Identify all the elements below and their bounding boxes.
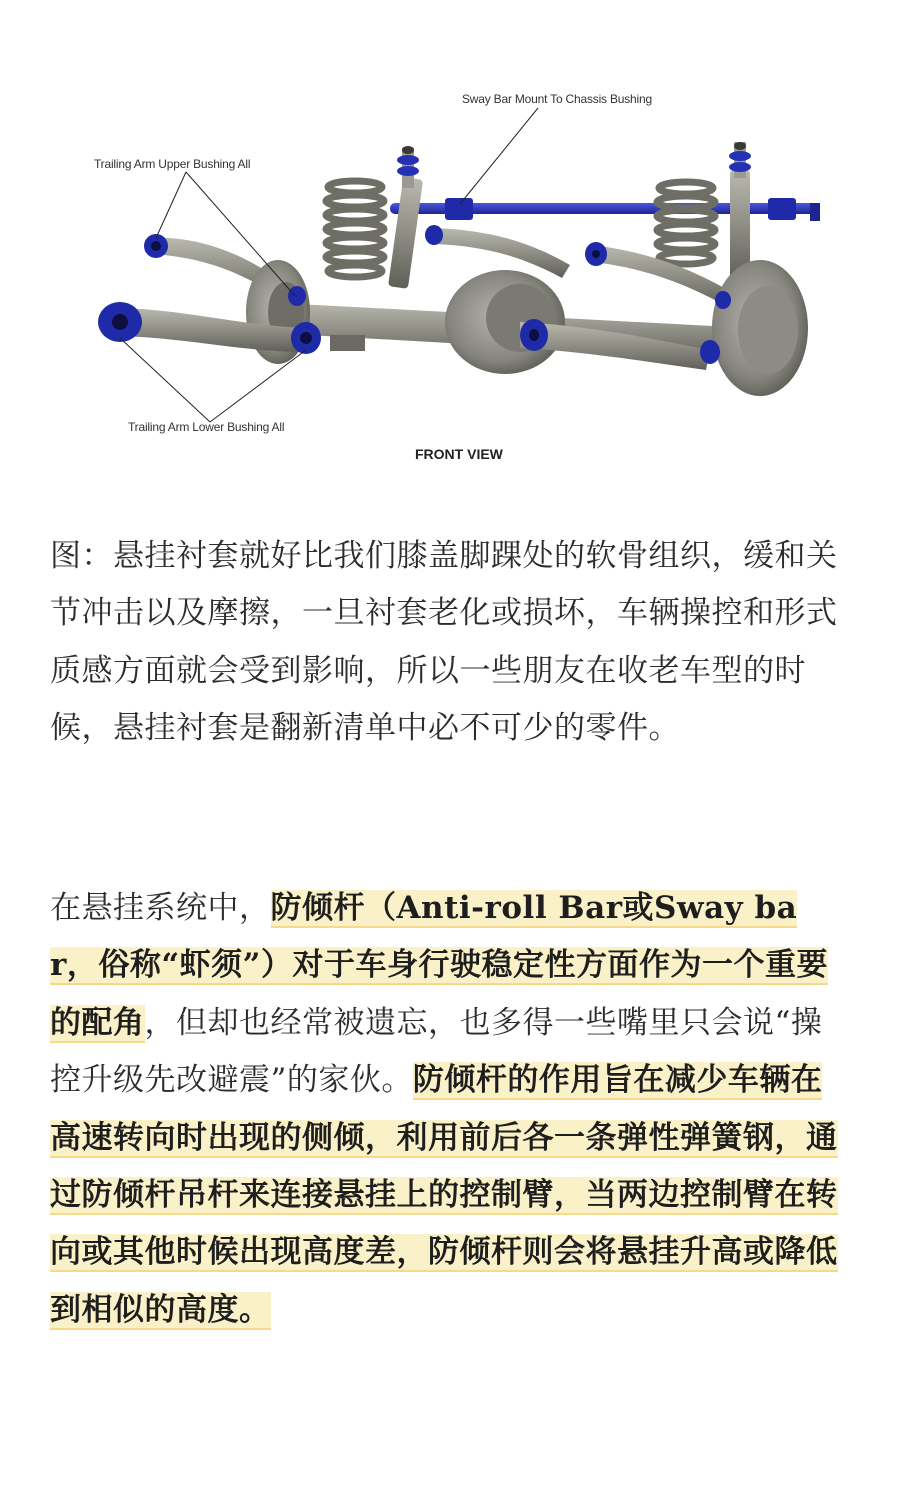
figure-caption: 图：悬挂衬套就好比我们膝盖脚踝处的软骨组织，缓和关节冲击以及摩擦，一旦衬套老化或损坏，车辆操控和形式质感方面就会受到影响，所以一些朋友在收老车型的时候，悬挂衬套是翻新清单中必不可少的零件。	[50, 538, 838, 747]
upper-trailing-arms	[148, 228, 738, 308]
trailing-arm-lower-label: Trailing Arm Lower Bushing All	[128, 420, 285, 434]
body-middle: ，但却也经常被遗忘，也多得一些嘴里只会说“操控升级先改避震”的家伙。	[50, 1004, 823, 1099]
leader-lines	[120, 108, 538, 422]
body-paragraph	[50, 880, 840, 1339]
sway-bar-mount-label: Sway Bar Mount To Chassis Bushing	[462, 92, 652, 106]
left-coil-spring	[326, 181, 384, 277]
right-coil-spring	[657, 182, 715, 264]
body-intro: 在悬挂系统中，	[50, 890, 271, 926]
right-wheel-hub	[712, 260, 808, 396]
trailing-arm-upper-label: Trailing Arm Upper Bushing All	[94, 157, 251, 171]
suspension-illustration	[50, 60, 850, 480]
right-shock-absorber	[729, 142, 751, 280]
highlight-sway-bar-role: 防倾杆（Anti-roll Bar或Sway bar，俗称“虾须”）对于车身行驶稳定性方面作为一个重要的配角	[50, 890, 828, 1041]
suspension-diagram	[50, 60, 850, 480]
sway-bar	[390, 198, 820, 221]
front-view-label: FRONT VIEW	[415, 446, 503, 462]
left-shock-absorber	[388, 146, 423, 289]
highlight-sway-bar-function: 防倾杆的作用旨在减少车辆在高速转向时出现的侧倾，利用前后各一条弹性弹簧钢，通过防倾杆吊杆来连接悬挂上的控制臂，当两边控制臂在转向或其他时候出现高度差，防倾杆则会将悬挂升高或降低到相似的高度。	[50, 1062, 838, 1328]
